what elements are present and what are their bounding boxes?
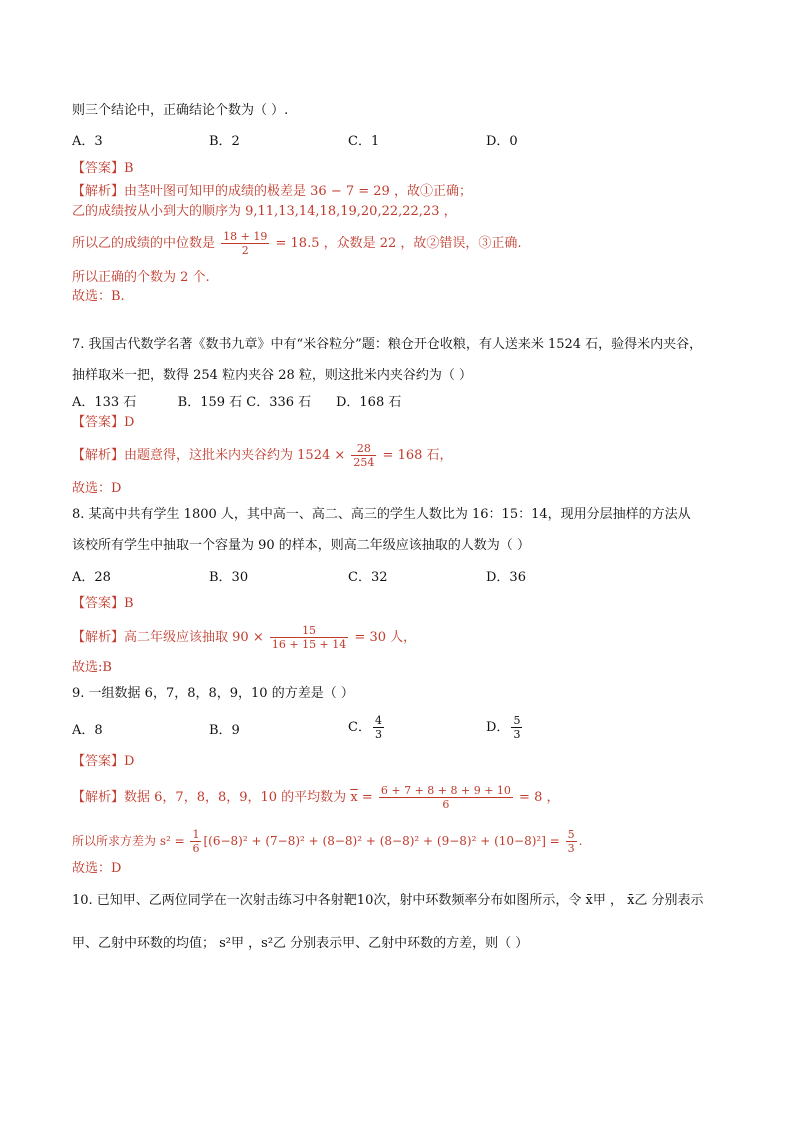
analysis-tag: 【解析】	[72, 184, 125, 199]
prev-analysis-line1: 【解析】由茎叶图可知甲的成绩的极差是 36 − 7 = 29 ，故①正确；	[72, 184, 472, 199]
prev-answer	[72, 160, 134, 178]
q9-stem: 9. 一组数据 6，7，8，8，9，10 的方差是（ ）	[72, 686, 354, 701]
answer-tag: 【答案】	[72, 161, 125, 176]
q7-options: A．133 石 B．159 石 C．336 石 D．168 石	[72, 395, 402, 410]
prev-option-c: C．1	[348, 134, 380, 149]
q7-choose: 故选：D	[72, 481, 122, 496]
q9-option-b: B．9	[209, 723, 240, 738]
fraction: $\frac{5}{3}$	[567, 828, 575, 855]
mean-symbol: $\overline{x}$	[350, 790, 358, 805]
fraction: $\frac{6 + 7 + 8 + 8 + 9 + 10}{6}$	[380, 784, 511, 811]
q9-options	[72, 714, 732, 741]
prev-question-tail: 则三个结论中，正确结论个数为（ ）.	[72, 103, 289, 118]
q9-option-a: A．8	[72, 723, 103, 738]
q8-answer: 【答案】B	[72, 596, 134, 611]
q9-analysis: 【解析】数据 6，7，8，8，9，10 的平均数为 $\overline{x}$ = $\frac{6 + 7 + 8 + 8 + 9 + 10}{6}$ = 8 ，	[72, 784, 560, 811]
q7-answer: 【答案】D	[72, 415, 135, 430]
q8-stem-line1: 8. 某高中共有学生 1800 人，其中高一、高二、高三的学生人数比为 16：15：14，现用分层抽样的方法从	[72, 507, 691, 522]
q8-option-d: D．36	[486, 570, 526, 585]
q7-stem-line2: 抽样取米一把，数得 254 粒内夹谷 28 粒，则这批米内夹谷约为（ ）	[72, 368, 473, 383]
q7-stem-line1: 7. 我国古代数学名著《数书九章》中有“米谷粒分”题：粮仓开仓收粮，有人送来米 1524 石，验得米内夹谷，	[72, 337, 703, 352]
q8-stem-line2: 该校所有学生中抽取一个容量为 90 的样本，则高二年级应该抽取的人数为（ ）	[72, 538, 530, 553]
answer-value: B	[124, 161, 134, 176]
q7-analysis: 【解析】由题意得，这批米内夹谷约为 1524 × $\frac{28}{254}$ = 168 石，	[72, 442, 453, 469]
q8-choose: 故选:B	[72, 660, 112, 675]
q9-variance: 所以所求方差为 s² = $\frac{1}{6}$ [(6−8)² + (7−8)² + (8−8)² + (8−8)² + (9−8)² + (10−8)²] = $\frac{5}{3}$ .	[72, 828, 583, 855]
q8-option-b: B．30	[209, 570, 249, 585]
prev-options	[72, 133, 732, 151]
prev-option-d: D．0	[486, 134, 518, 149]
q9-answer: 【答案】D	[72, 754, 135, 769]
q9-option-c: C． $\frac{4}{3}$	[348, 714, 382, 741]
fraction: $\frac{18 + 19}{2}$	[223, 230, 268, 257]
q9-choose: 故选：D	[72, 861, 122, 876]
prev-option-b: B．2	[209, 134, 240, 149]
fraction: $\frac{28}{254}$	[353, 442, 375, 469]
fraction: $\frac{15}{16 + 15 + 14}$	[271, 624, 347, 651]
q8-options	[72, 569, 732, 587]
prev-option-a: A．3	[72, 134, 103, 149]
q8-option-c: C．32	[348, 570, 388, 585]
prev-choose: 故选：B.	[72, 289, 125, 304]
prev-analysis-line2: 乙的成绩按从小到大的顺序为 9,11,13,14,18,19,20,22,22,23 ，	[72, 204, 457, 219]
q10-stem-line2: 甲、乙射中环数的均值； s²甲 ，s²乙 分别表示甲、乙射中环数的方差，则（ ）	[72, 936, 529, 951]
fraction: $\frac{5}{3}$	[513, 714, 521, 741]
q10-stem-line1: 10. 已知甲、乙两位同学在一次射击练习中各射靶10次，射中环数频率分布如图所示，令 x̄甲 ， x̄乙 分别表示	[72, 893, 704, 908]
q8-option-a: A．28	[72, 570, 111, 585]
prev-analysis-line4: 所以正确的个数为 2 个.	[72, 270, 210, 285]
q8-analysis: 【解析】高二年级应该抽取 90 × $\frac{15}{16 + 15 + 14}$ = 30 人，	[72, 624, 417, 651]
fraction: $\frac{4}{3}$	[374, 714, 382, 741]
q9-option-d: D． $\frac{5}{3}$	[486, 714, 521, 741]
fraction: $\frac{1}{6}$	[192, 828, 200, 855]
prev-analysis-line3: 所以乙的成绩的中位数是 $\frac{18 + 19}{2}$ = 18.5 ，众数是 22 ，故②错误，③正确.	[72, 230, 522, 257]
